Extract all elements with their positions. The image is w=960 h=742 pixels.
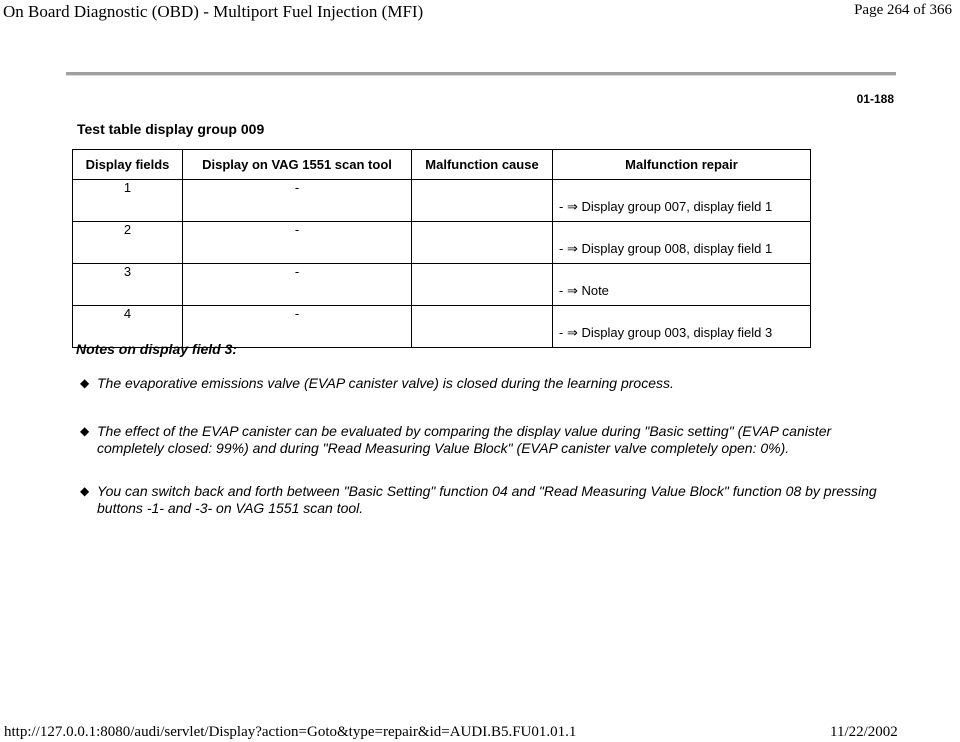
malfunction-cause-cell: [412, 264, 553, 306]
note-item: [80, 483, 880, 517]
scan-tool-display-cell: -: [183, 306, 412, 348]
malfunction-repair-cell[interactable]: - ⇒ Display group 003, display field 3: [553, 306, 811, 348]
diamond-bullet-icon: ◆: [80, 424, 90, 438]
malfunction-repair-cell[interactable]: - ⇒ Display group 008, display field 1: [553, 222, 811, 264]
page-number: 01-188: [856, 92, 894, 106]
header-divider: [66, 72, 896, 76]
scan-tool-display-cell: -: [183, 180, 412, 222]
column-header-display-on-scan-tool: Display on VAG 1551 scan tool: [183, 150, 412, 180]
note-text: The effect of the EVAP canister can be evaluated by comparing the display value during "Basic setting" (EVAP canister completely closed: 99%) and during "Read Measuring Value Block" (EVAP canister valve completely open: 0%).: [97, 423, 832, 456]
display-field-cell: 3: [73, 264, 183, 306]
malfunction-repair-cell[interactable]: - ⇒ Note: [553, 264, 811, 306]
page-indicator: Page 264 of 366: [854, 2, 952, 18]
note-item: [80, 375, 880, 392]
column-header-malfunction-repair: Malfunction repair: [553, 150, 811, 180]
malfunction-repair-cell[interactable]: - ⇒ Display group 007, display field 1: [553, 180, 811, 222]
scan-tool-display-cell: -: [183, 264, 412, 306]
display-field-cell: 4: [73, 306, 183, 348]
scan-tool-display-cell: -: [183, 222, 412, 264]
diamond-bullet-icon: ◆: [80, 484, 90, 498]
note-text: The evaporative emissions valve (EVAP canister valve) is closed during the learning process.: [97, 375, 674, 391]
table-header-row: [73, 150, 811, 180]
display-group-table: [72, 149, 811, 348]
table-row: [73, 264, 811, 306]
table-row: [73, 180, 811, 222]
table-title: Test table display group 009: [77, 121, 265, 137]
malfunction-cause-cell: [412, 180, 553, 222]
note-item: [80, 423, 880, 457]
malfunction-cause-cell: [412, 306, 553, 348]
document-title: On Board Diagnostic (OBD) - Multiport Fuel Injection (MFI): [3, 2, 424, 21]
display-field-cell: 1: [73, 180, 183, 222]
diamond-bullet-icon: ◆: [80, 376, 90, 390]
table-row: [73, 222, 811, 264]
note-text: You can switch back and forth between "Basic Setting" function 04 and "Read Measuring Value Block" function 08 by pressing buttons -1- and -3- on VAG 1551 scan tool.: [97, 483, 877, 516]
footer-url[interactable]: http://127.0.0.1:8080/audi/servlet/Display?action=Goto&type=repair&id=AUDI.B5.FU01.01.1: [4, 724, 577, 740]
notes-heading: Notes on display field 3:: [76, 341, 238, 357]
footer-date: 11/22/2002: [830, 724, 898, 740]
column-header-display-fields: Display fields: [73, 150, 183, 180]
column-header-malfunction-cause: Malfunction cause: [412, 150, 553, 180]
malfunction-cause-cell: [412, 222, 553, 264]
display-field-cell: 2: [73, 222, 183, 264]
